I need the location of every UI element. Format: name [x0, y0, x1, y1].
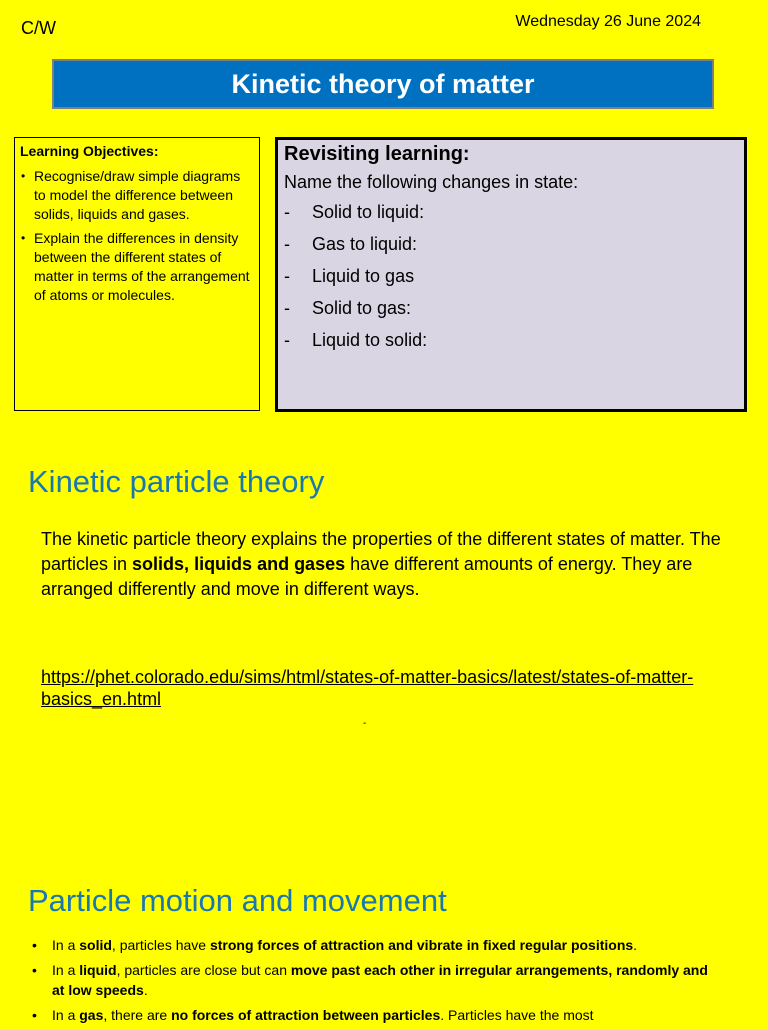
state-name: solid: [79, 937, 112, 953]
particle-motion-list: [24, 935, 724, 1030]
state-change-list: [284, 201, 738, 361]
kinetic-theory-heading: Kinetic particle theory: [28, 464, 325, 499]
state-change-item: - Gas to liquid:: [284, 233, 738, 265]
state-change-item: - Liquid to gas: [284, 265, 738, 297]
date-label: Wednesday 26 June 2024: [515, 13, 701, 30]
learning-objectives-list: [20, 167, 254, 305]
particle-motion-heading: Particle motion and movement: [28, 883, 447, 918]
learning-objectives-heading: Learning Objectives:: [20, 143, 159, 159]
state-name: liquid: [79, 962, 117, 978]
paragraph-bold-text: solids, liquids and gases: [132, 554, 346, 574]
item-bold-text: move past each other in irregular arrangements, randomly and at low speeds: [52, 962, 708, 998]
item-text: , particles are close but can: [116, 962, 291, 978]
item-text: In a: [52, 937, 80, 953]
item-text: , particles have: [111, 937, 210, 953]
revisiting-heading: Revisiting learning:: [284, 143, 470, 165]
item-bold-text: strong forces of attraction and vibrate in fixed regular positions: [209, 937, 634, 953]
learning-objective-item: • Explain the differences in density between the different states of matter in terms of the arrangement of atoms or molecules.: [20, 229, 254, 305]
item-text: .: [633, 937, 638, 953]
class-work-label: C/W: [21, 18, 56, 38]
paragraph-text: have different amounts of energy. They are arranged differently and move in different ways.: [41, 554, 693, 599]
motion-item-liquid: [24, 960, 724, 1000]
small-mark: -: [363, 718, 367, 729]
revisiting-intro: Name the following changes in state:: [284, 172, 579, 192]
motion-item-gas: [24, 1005, 724, 1025]
motion-item-solid: [24, 935, 724, 955]
item-text: . Particles have the most: [440, 1007, 594, 1023]
state-name: gas: [79, 1007, 104, 1023]
paragraph-text: The kinetic particle theory explains the properties of the different states of matter. The particles in: [41, 529, 721, 574]
page-title: Kinetic theory of matter: [52, 59, 714, 109]
item-text: In a: [52, 962, 80, 978]
item-bold-text: no forces of attraction between particles: [171, 1007, 441, 1023]
item-text: , there are: [103, 1007, 172, 1023]
learning-objectives-box: [14, 137, 260, 411]
state-change-item: - Solid to gas:: [284, 297, 738, 329]
item-text: In a: [52, 1007, 80, 1023]
phet-simulation-link[interactable]: https://phet.colorado.edu/sims/html/states-of-matter-basics/latest/states-of-matter-basics_en.html: [41, 667, 694, 709]
item-text: .: [143, 982, 148, 998]
revisiting-learning-box: [275, 137, 747, 412]
learning-objective-item: • Recognise/draw simple diagrams to model the difference between solids, liquids and gases.: [20, 167, 254, 224]
kinetic-theory-paragraph: [41, 527, 721, 602]
state-change-item: - Solid to liquid:: [284, 201, 738, 233]
state-change-item: - Liquid to solid:: [284, 329, 738, 361]
